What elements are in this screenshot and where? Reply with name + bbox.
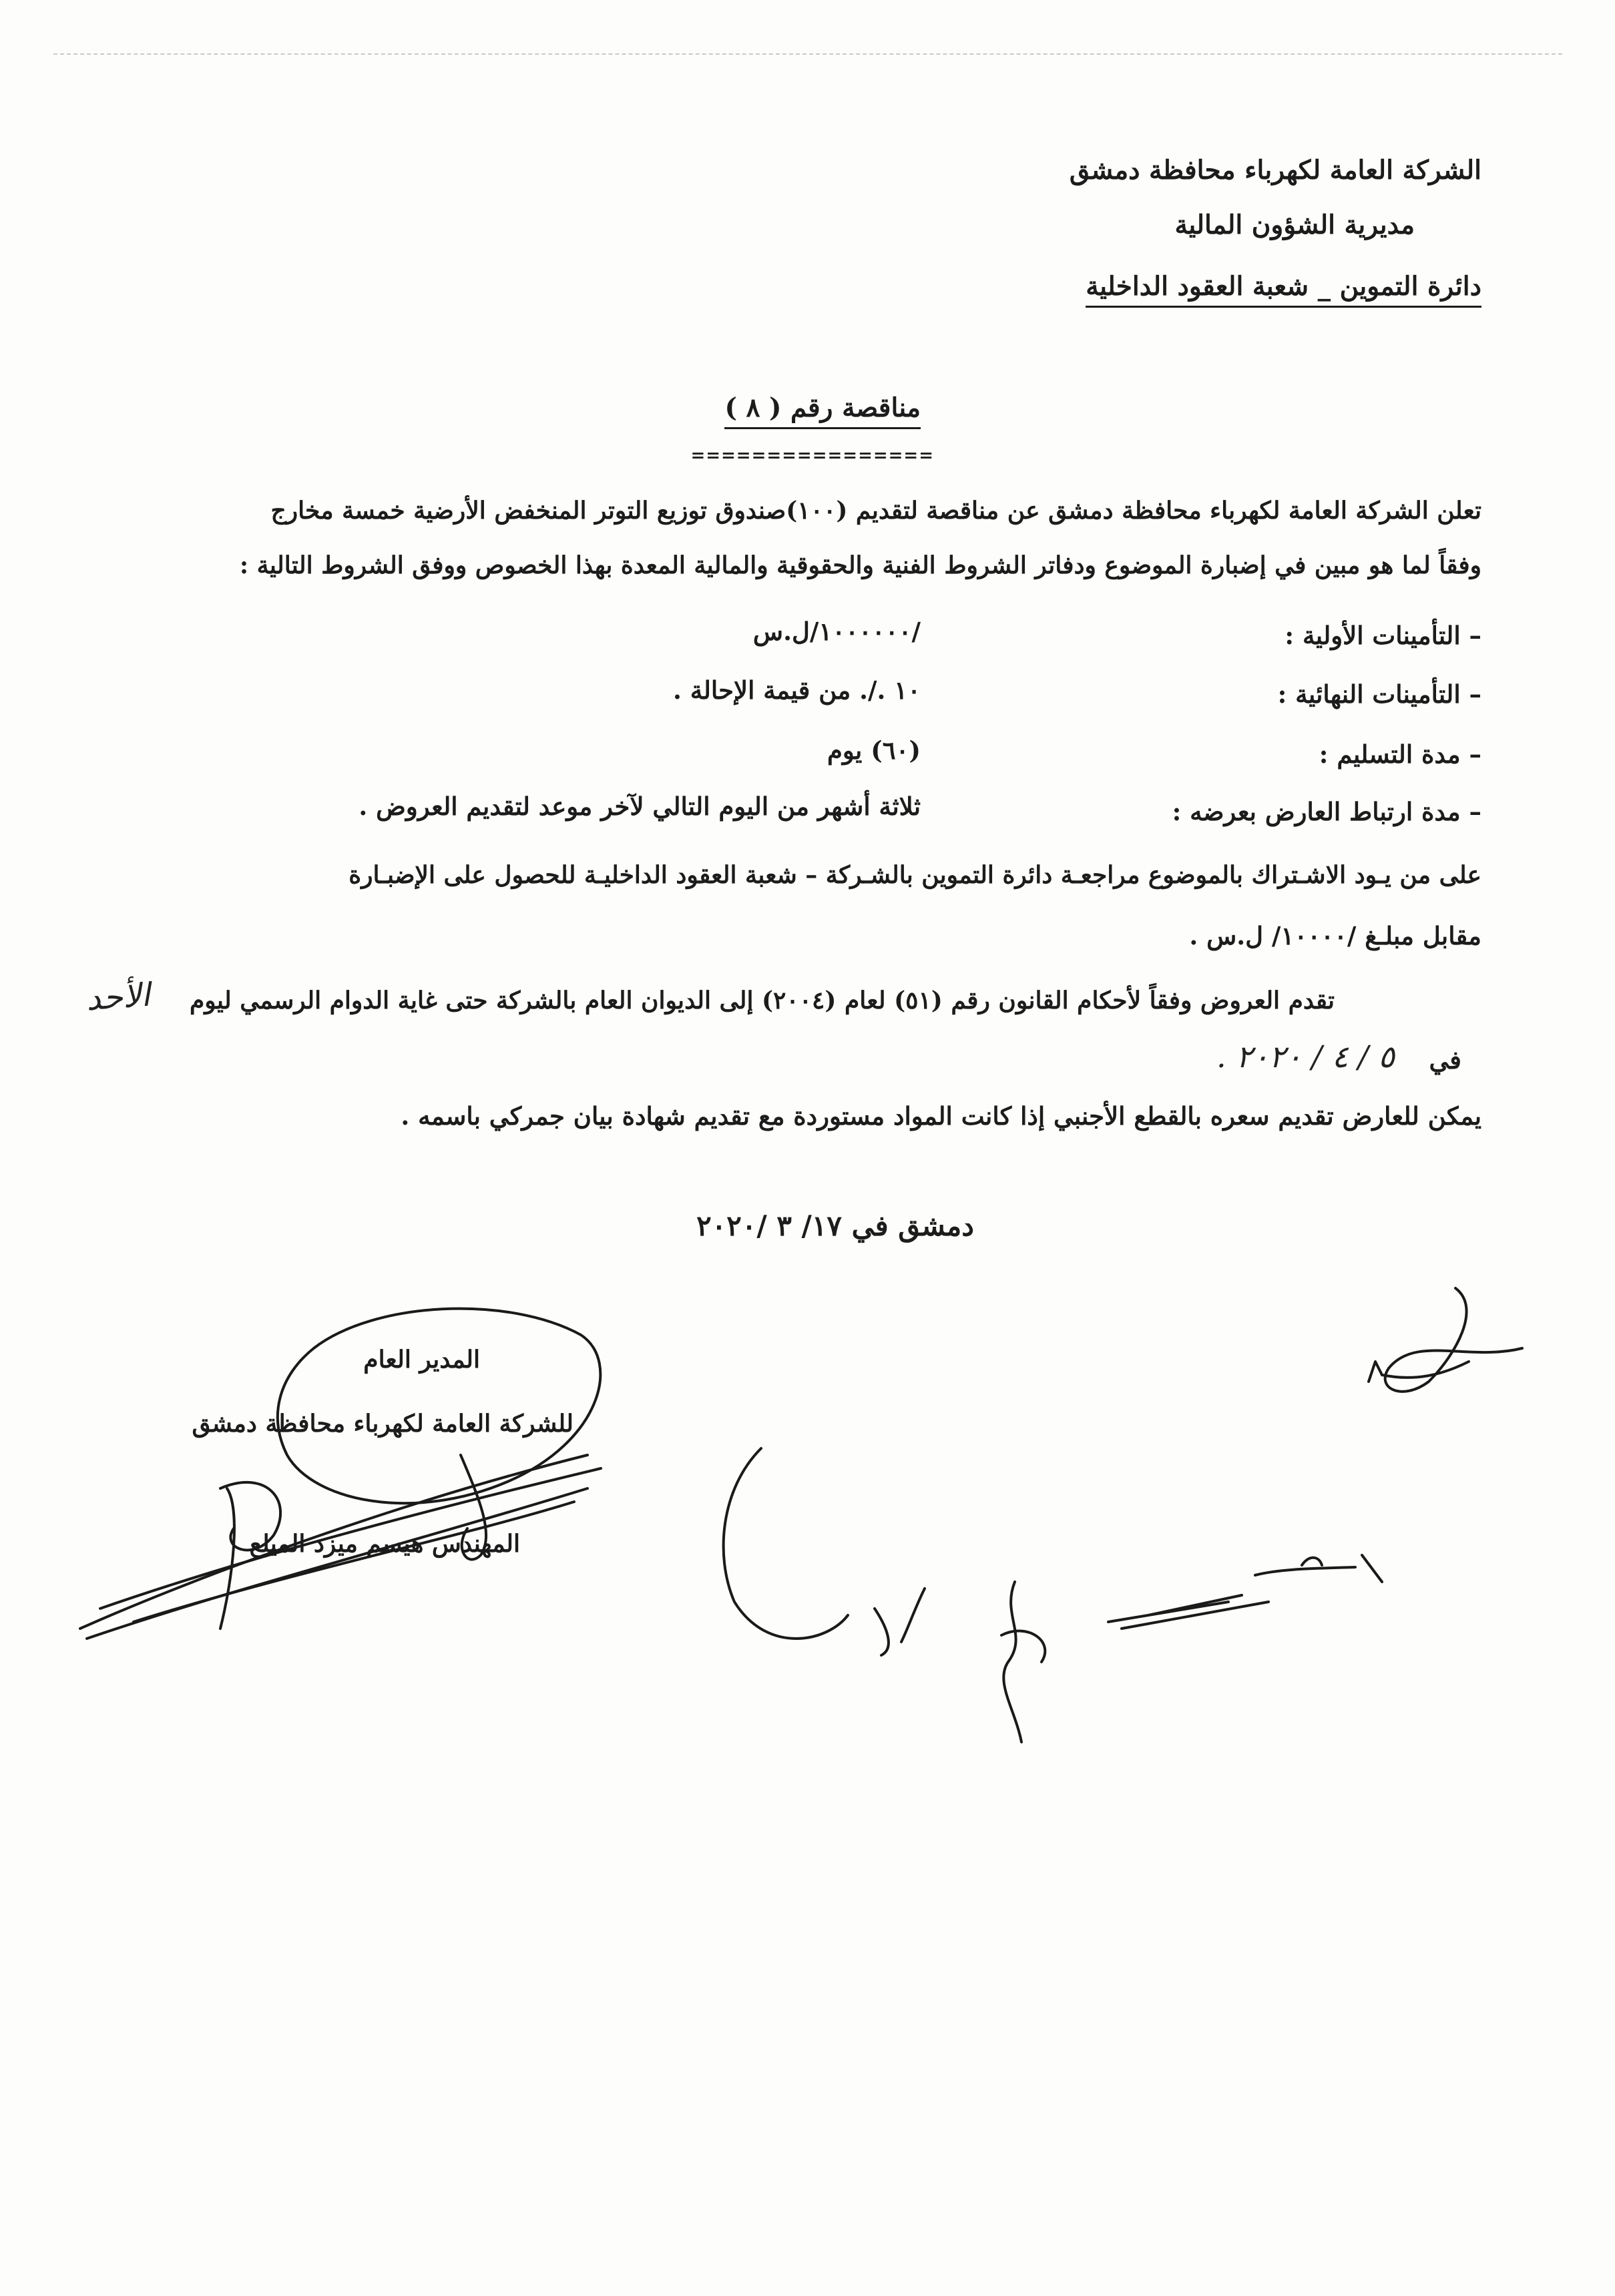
condition-label: – مدة التسليم :	[1319, 740, 1481, 769]
condition-label: – مدة ارتباط العارض بعرضه :	[1172, 797, 1481, 826]
signature-stroke	[1382, 1288, 1522, 1392]
intro-line-2: وفقاً لما هو مبين في إضبارة الموضوع ودفاتر الشروط الفنية والحقوقية والمالية المعدة بهذا الخصوص ووفق الشروط التالية :	[239, 551, 1481, 579]
intro-line-1: تعلن الشركة العامة لكهرباء محافظة دمشق عن مناقصة لتقديم (١٠٠)صندوق توزيع التوتر المنخفض الأرضية خمسة مخارج	[270, 497, 1481, 525]
signature-stroke	[134, 1502, 574, 1622]
signature-stroke	[875, 1609, 889, 1655]
header-department: دائرة التموين _ شعبة العقود الداخلية	[1086, 271, 1481, 308]
condition-value: ثلاثة أشهر من اليوم التالي لآخر موعد لتقديم العروض .	[359, 792, 921, 821]
handwritten-day: الأحد	[85, 976, 152, 1019]
signature-stroke	[724, 1448, 848, 1639]
signatory-title: المدير العام	[363, 1346, 480, 1374]
header-company: الشركة العامة لكهرباء محافظة دمشق	[1069, 155, 1481, 186]
signature-stroke	[87, 1488, 588, 1639]
subscribe-line-2: مقابل مبلـغ /١٠٠٠٠/ ل.س .	[1189, 921, 1481, 950]
signature-stroke	[1255, 1555, 1382, 1582]
handwritten-date: ٥ / ٤ / ٢٠٢٠ .	[1216, 1039, 1395, 1075]
header-directorate: مديرية الشؤون المالية	[1174, 210, 1415, 240]
submit-line-1: تقدم العروض وفقاً لأحكام القانون رقم (٥١) لعام (٢٠٠٤) إلى الديوان العام بالشركة حتى غاية الدوام الرسمي ليوم	[190, 986, 1335, 1015]
signature-stroke	[1369, 1362, 1382, 1382]
signature-stroke	[1108, 1595, 1268, 1629]
condition-label: – التأمينات النهائية :	[1277, 679, 1481, 709]
signature-stroke	[1001, 1582, 1045, 1742]
condition-value: /١٠٠٠٠٠٠/ل.س	[752, 617, 921, 646]
signature-stroke	[901, 1589, 925, 1642]
subscribe-line-1: على من يـود الاشـتراك بالموضوع مراجعـة دائرة التموين بالشـركة – شعبة العقود الداخليـة للحصول على الإضبـارة	[349, 861, 1481, 889]
foreign-currency-line: يمكن للعارض تقديم سعره بالقطع الأجنبي إذا كانت المواد مستوردة مع تقديم شهادة بيان جمركي باسمه .	[401, 1101, 1481, 1131]
signatory-name: المهندس هيسم ميزد الميلع	[249, 1530, 520, 1558]
condition-label: – التأمينات الأولية :	[1285, 621, 1481, 650]
tender-separator: ================	[690, 446, 934, 466]
submit-line-2-prefix: في	[1429, 1045, 1461, 1075]
signature-oval	[278, 1309, 600, 1504]
document-date: دمشق في ١٧/ ٣ /٢٠٢٠	[696, 1209, 974, 1242]
tender-title: مناقصة رقم ( ٨ )	[724, 392, 921, 429]
condition-value: (٦٠) يوم	[827, 736, 921, 765]
signature-stroke	[461, 1455, 486, 1559]
condition-value: ١٠ ./. من قيمة الإحالة .	[672, 675, 921, 705]
signatory-org: للشركة العامة لكهرباء محافظة دمشق	[192, 1410, 573, 1438]
